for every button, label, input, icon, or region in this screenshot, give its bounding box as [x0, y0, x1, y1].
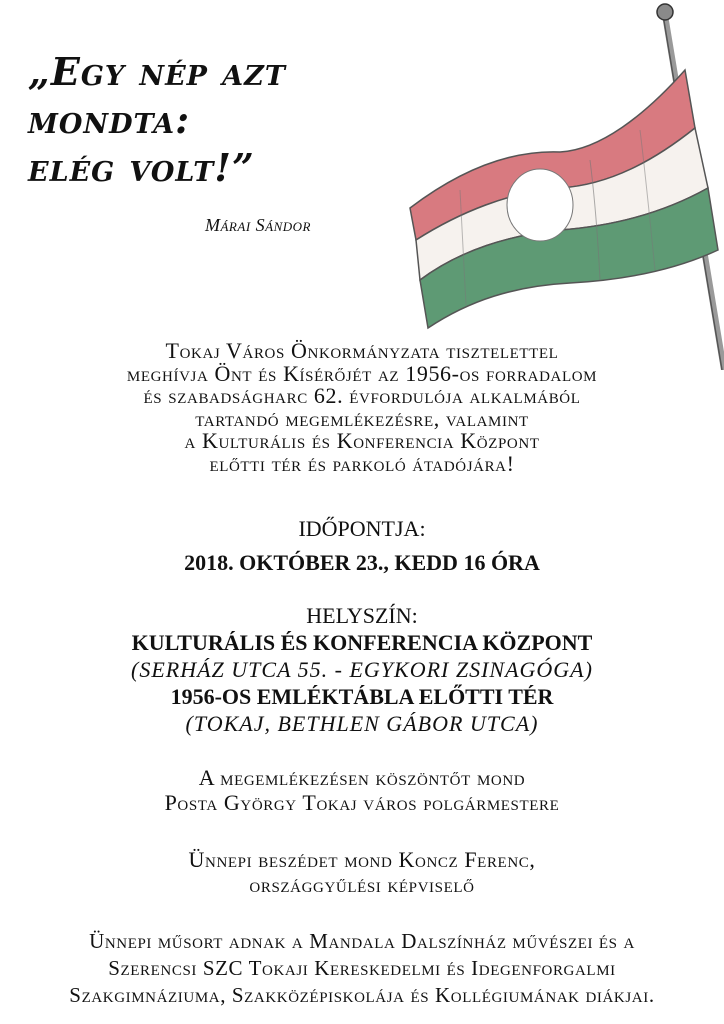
- greeting-text: [0, 765, 724, 815]
- greeting-line: Posta György Tokaj város polgármestere: [164, 790, 560, 815]
- quote: [28, 48, 358, 192]
- quote-line: mondta:: [28, 97, 191, 142]
- invitation-line: a Kulturális és Konferencia Központ: [184, 428, 540, 453]
- venue-1: KULTURÁLIS ÉS KONFERENCIA KÖZPONT: [131, 630, 593, 655]
- program-text: [0, 928, 724, 1009]
- time-value: 2018. OKTÓBER 23., KEDD 16 ÓRA: [184, 550, 540, 575]
- time-label: IDŐPONTJA:: [298, 516, 426, 541]
- venue-2-note: (TOKAJ, BETHLEN GÁBOR UTCA): [185, 711, 539, 736]
- quote-line: „Egy nép azt: [28, 49, 286, 94]
- program-line: Ünnepi műsort adnak a Mandala Dalszínház művészei és a: [89, 929, 635, 953]
- program-line: Szerencsi SZC Tokaji Kereskedelmi és Idegenforgalmi: [108, 956, 616, 980]
- speech-text: [0, 847, 724, 897]
- quote-author: Márai Sándor: [205, 215, 311, 235]
- quote-line: elég volt!”: [28, 145, 255, 190]
- greeting-line: A megemlékezésen köszöntőt mond: [198, 765, 526, 790]
- invitation-text: [0, 340, 724, 475]
- program-line: Szakgimnáziuma, Szakközépiskolája és Kollégiumának diákjai.: [69, 983, 655, 1007]
- venue-2: 1956-OS EMLÉKTÁBLA ELŐTTI TÉR: [170, 684, 554, 709]
- invitation-line: Tokaj Város Önkormányzata tisztelettel: [165, 338, 559, 363]
- hungarian-flag-illustration: [400, 0, 724, 370]
- venue-1-note: (SERHÁZ UTCA 55. - EGYKORI ZSINAGÓGA): [131, 657, 593, 682]
- invitation-line: meghívja Önt és Kísérőjét az 1956-os forradalom: [126, 360, 598, 386]
- place-details: [0, 629, 724, 737]
- pole-finial: [657, 4, 673, 20]
- flag-hole: [507, 169, 573, 241]
- invitation-line: és szabadságharc 62. évfordulója alkalmából: [143, 383, 581, 408]
- invitation-line: tartandó megemlékezésre, valamint: [195, 405, 529, 431]
- speech-line: Ünnepi beszédet mond Koncz Ferenc,: [188, 847, 536, 872]
- place-label: HELYSZÍN:: [306, 603, 418, 628]
- speech-line: országgyűlési képviselő: [249, 872, 475, 897]
- invitation-line: előtti tér és parkoló átadójára!: [209, 450, 515, 476]
